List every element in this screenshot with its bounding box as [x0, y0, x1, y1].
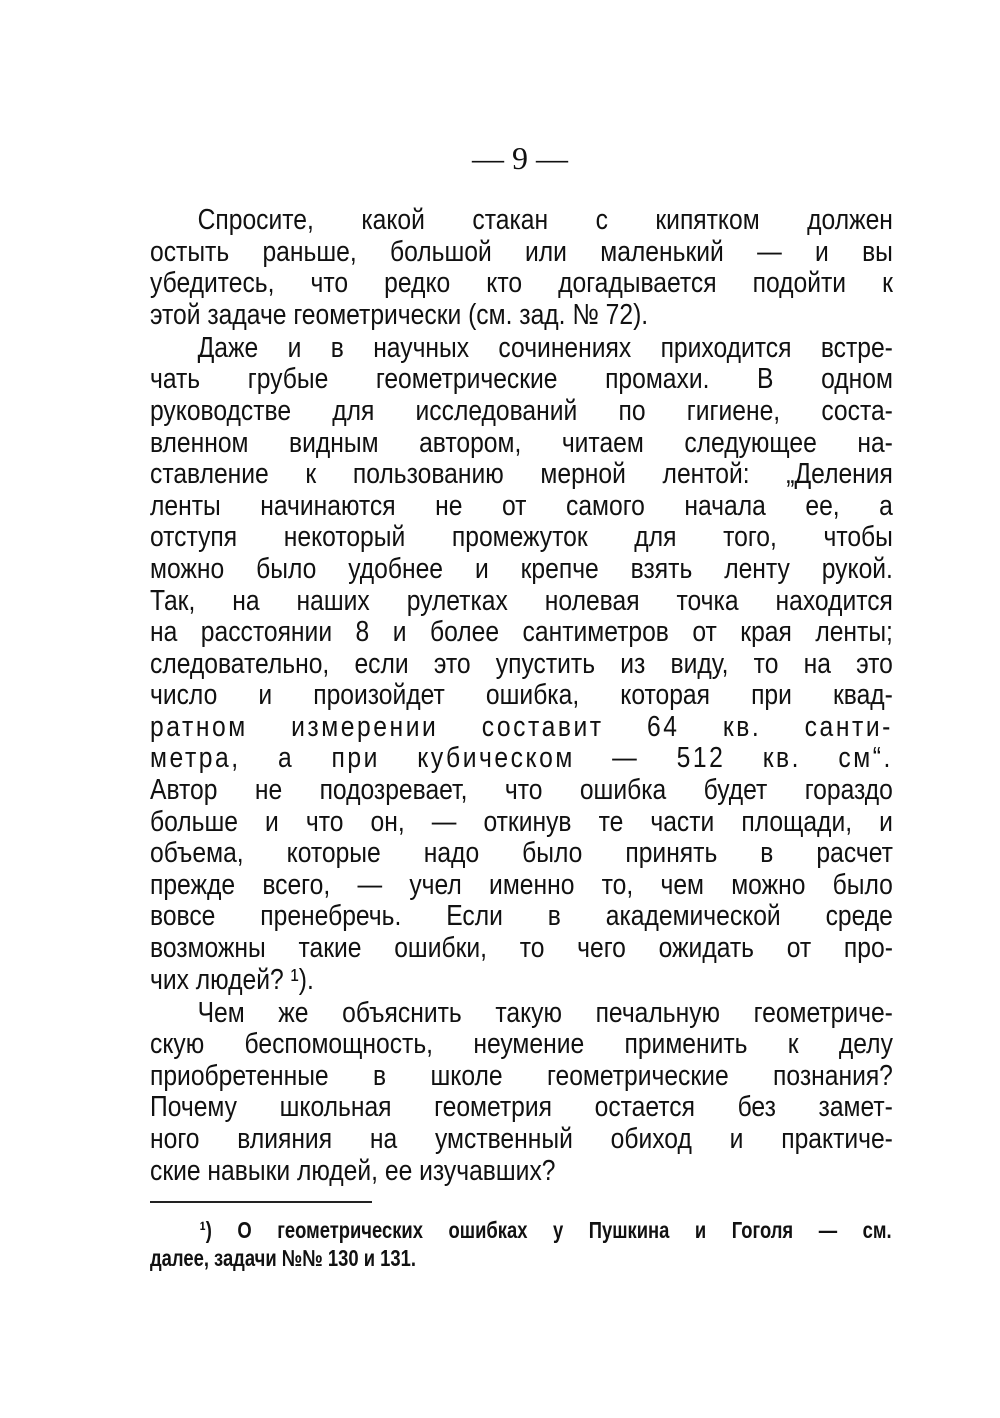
text-line: Спросите, какой стакан с кипятком должен	[197, 204, 893, 236]
footnote-line: далее, задачи №№ 130 и 131.	[150, 1245, 416, 1271]
text-line: объема, которые надо было принять в расчет	[150, 837, 893, 870]
text-line: больше и что он, — откинув те части площади, и	[150, 805, 893, 838]
text-line: число и произойдет ошибка, которая при квад-	[150, 679, 893, 712]
text-line: Даже и в научных сочинениях приходится встре-	[197, 331, 893, 364]
text-line: прежде всего, — учел именно то, чем можно было	[150, 868, 893, 901]
text-line: Чем же объяснить такую печальную геометриче-	[197, 996, 893, 1029]
text-line: остыть раньше, большой или маленький — и вы	[150, 235, 893, 268]
text-line: чать грубые геометрические промахи. В одном	[150, 363, 893, 396]
footnote-divider	[150, 1201, 372, 1203]
text-line: отступя некоторый промежуток для того, чтобы	[150, 521, 893, 554]
footnote-line: ¹) О геометрических ошибках у Пушкина и Гоголя — см.	[199, 1217, 892, 1243]
text-line: Почему школьная геометрия остается без замет-	[150, 1091, 893, 1124]
page-number: — 9 —	[472, 140, 568, 176]
text-line: Так, на наших рулетках нолевая точка находится	[150, 584, 893, 617]
text-line: Автор не подозревает, что ошибка будет гораздо	[150, 774, 893, 807]
text-line: руководстве для исследований по гигиене, соста-	[150, 394, 893, 427]
text-line: следовательно, если это упустить из виду, то на это	[150, 647, 893, 680]
text-line: ставление к пользованию мерной лентой: „Деления	[150, 458, 893, 491]
text-line: на расстоянии 8 и более сантиметров от края ленты;	[150, 616, 893, 649]
text-line: вленном видным автором, читаем следующее на-	[150, 426, 893, 459]
body-text	[150, 205, 893, 1187]
text-line: ленты начинаются не от самого начала ее, а	[150, 489, 893, 522]
text-line: приобретенные в школе геометрические познания?	[150, 1059, 893, 1092]
text-line: ного влияния на умственный обиход и практиче-	[150, 1123, 893, 1155]
footnote	[150, 1216, 892, 1272]
text-line: этой задаче геометрически (см. зад. № 72).	[150, 298, 649, 331]
text-line: вовсе пренебречь. Если в академической среде	[150, 900, 893, 933]
text-line: можно было удобнее и крепче взять ленту рукой.	[150, 552, 893, 585]
text-line: убедитесь, что редко кто догадывается подойти к	[150, 267, 893, 300]
text-line: возможны такие ошибки, то чего ожидать от про-	[150, 932, 893, 965]
text-line: ратном измерении составит 64 кв. санти-	[150, 710, 893, 743]
text-line: чих людей? ¹).	[150, 963, 314, 996]
text-line: скую беспомощность, неумение применить к делу	[150, 1028, 893, 1061]
text-line: метра, а при кубическом — 512 кв. см“.	[150, 742, 893, 775]
text-line: ские навыки людей, ее изучавших?	[150, 1154, 556, 1187]
